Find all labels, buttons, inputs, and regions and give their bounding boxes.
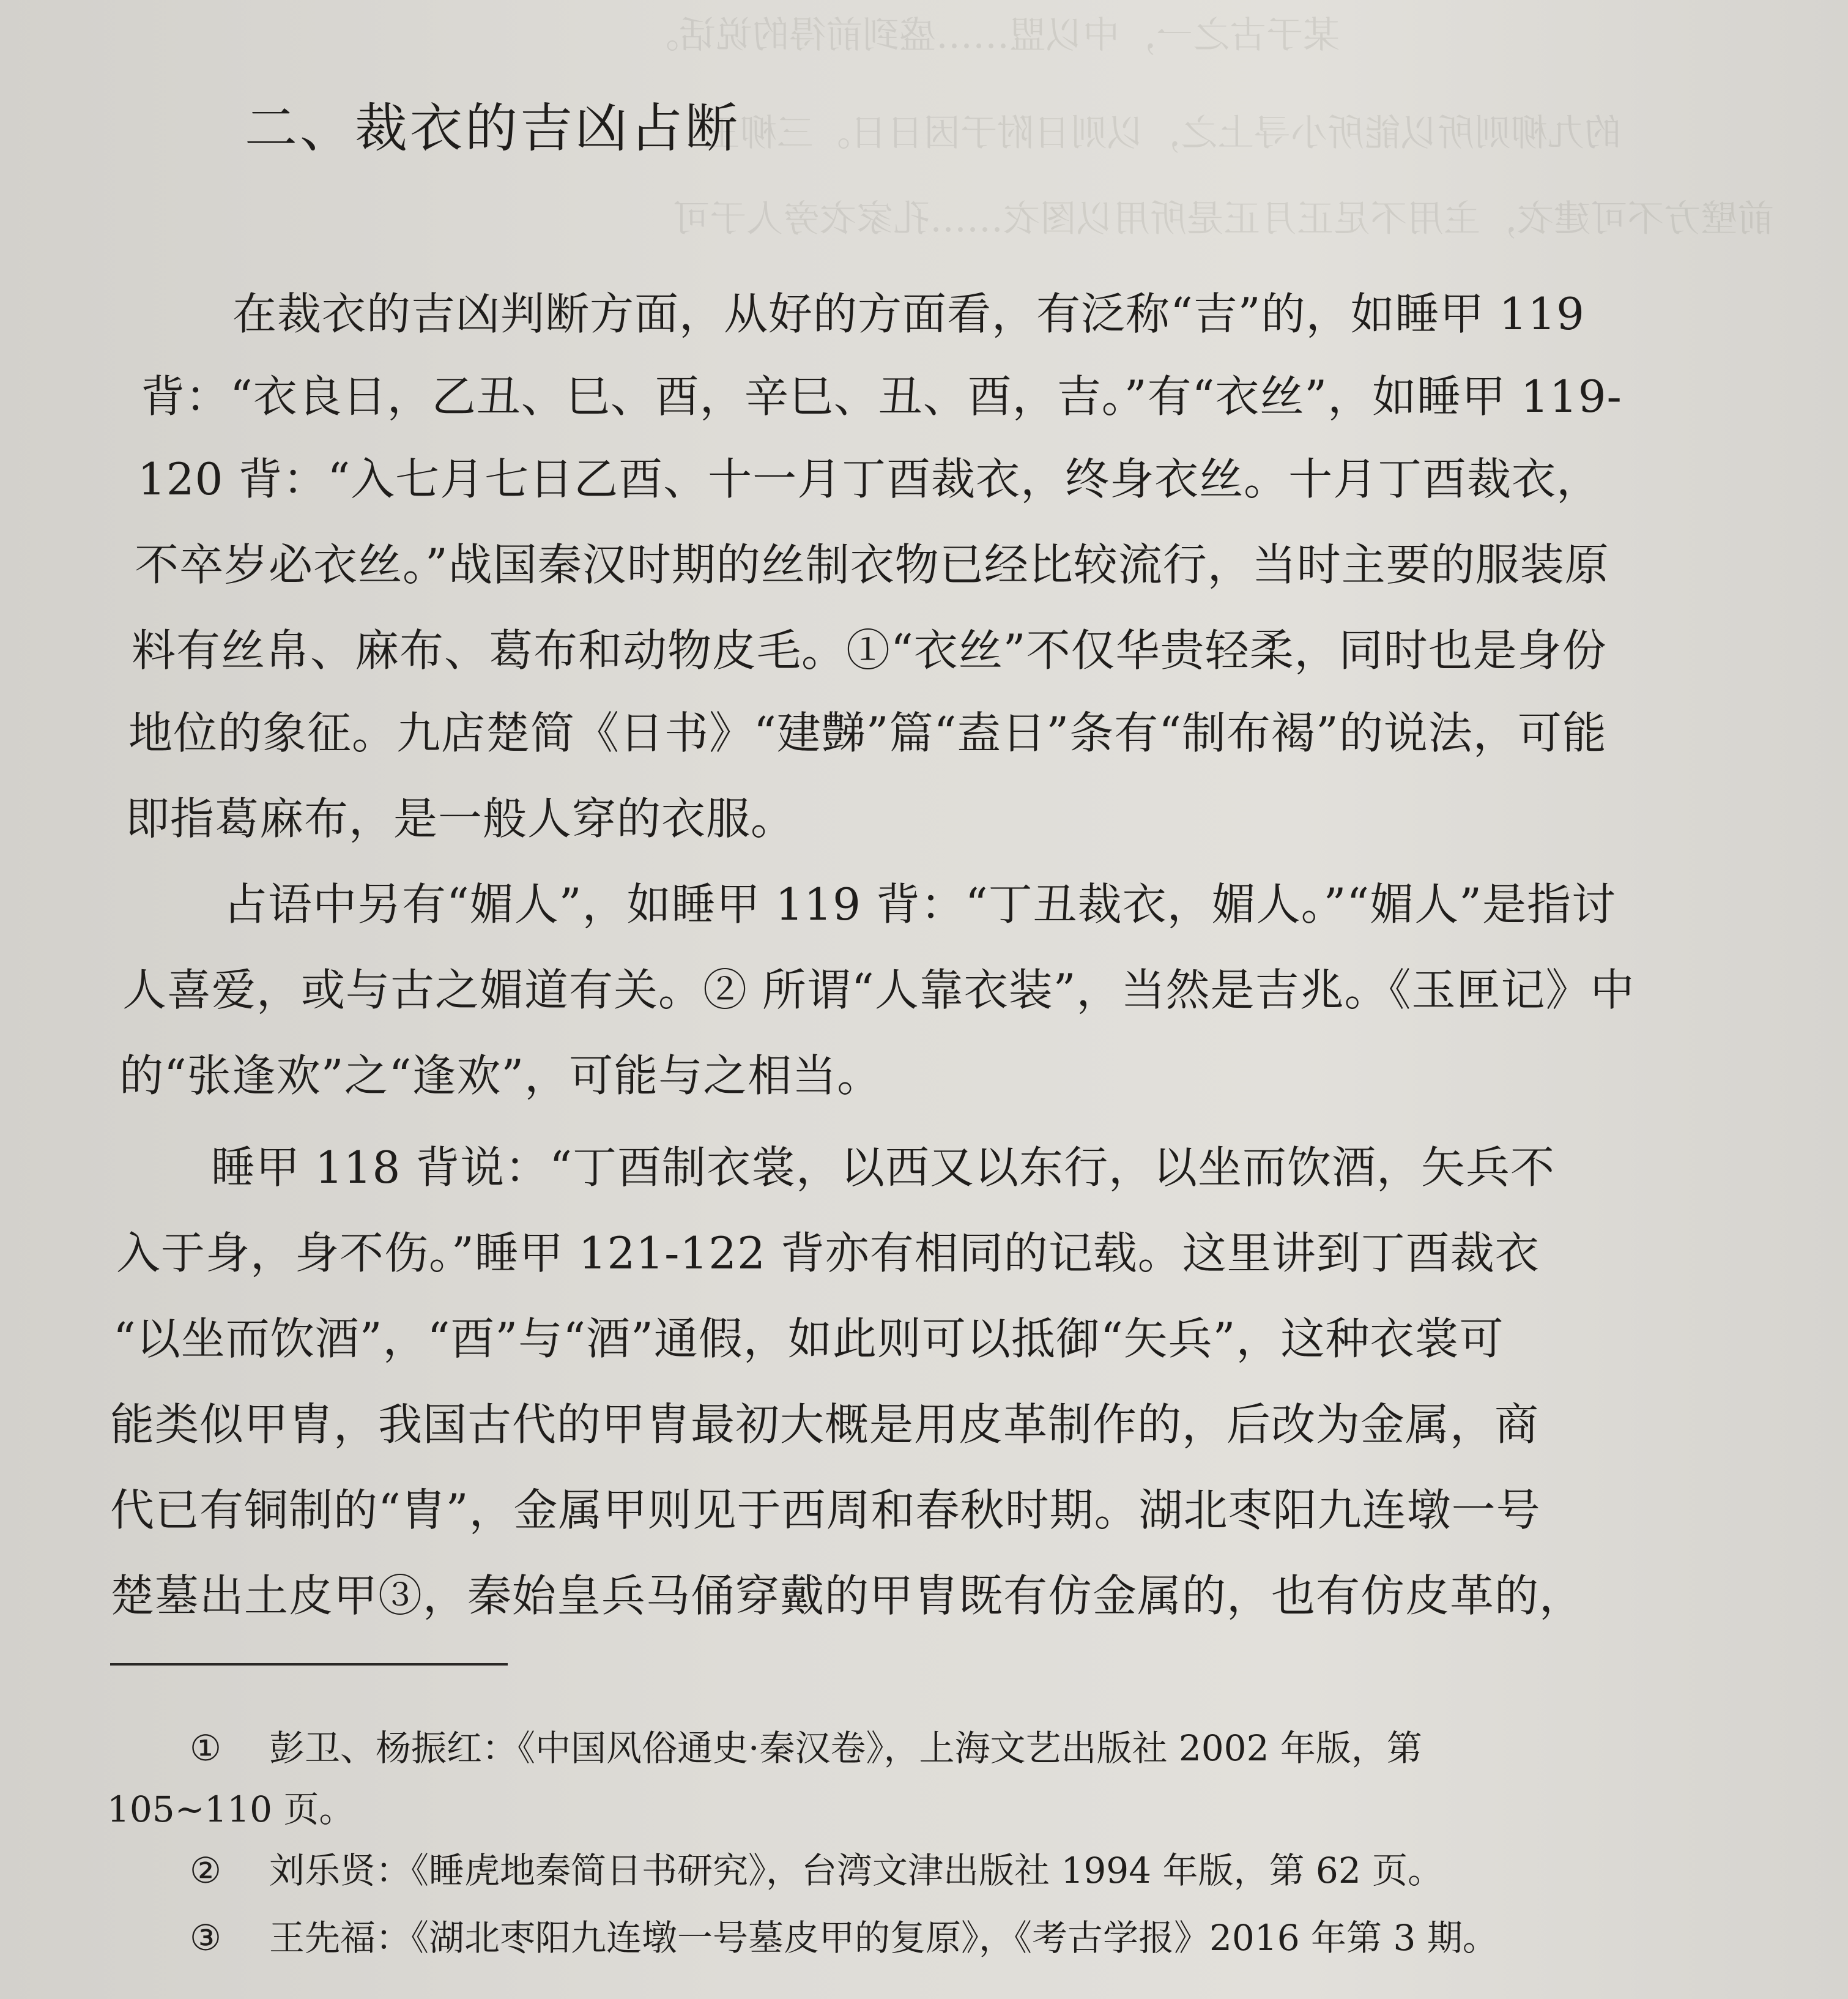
bleed-through-text: 前壁方不可建衣，主用不足正月正是所用以图衣……孔家衣旁人于可 [673, 198, 1774, 240]
body-line: “以坐而饮酒”，“酉”与“酒”通假，如此则可以抵御“矢兵”，这种衣裳可 [113, 1313, 1504, 1364]
footnote-text: 刘乐贤：《睡虎地秦简日书研究》，台湾文津出版社 1994 年版，第 62 页。 [269, 1850, 1444, 1891]
footnote-3 [190, 1909, 1498, 1960]
body-line: 的“张逢欢”之“逢欢”，可能与之相当。 [119, 1050, 882, 1101]
footnote-rule [110, 1663, 508, 1666]
body-line: 即指葛麻布，是一般人穿的衣服。 [125, 793, 796, 844]
footnote-number: ① [190, 1727, 221, 1769]
footnote-number: ② [190, 1850, 221, 1891]
body-line: 楚墓出土皮甲③，秦始皇兵马俑穿戴的甲胄既有仿金属的，也有仿皮革的， [110, 1570, 1584, 1621]
footnote-number: ③ [190, 1917, 221, 1959]
body-line: 料有丝帛、麻布、葛布和动物皮毛。①“衣丝”不仅华贵轻柔，同时也是身份 [132, 625, 1607, 676]
body-line: 在裁衣的吉凶判断方面，从好的方面看，有泛称“吉”的，如睡甲 119 [232, 288, 1585, 340]
footnote-2 [190, 1842, 1443, 1893]
body-line: 地位的象征。九店楚简《日书》“建豑”篇“盍日”条有“制布褐”的说法，可能 [128, 707, 1607, 759]
footnote-text: 王先福：《湖北枣阳九连墩一号墓皮甲的复原》，《考古学报》2016 年第 3 期。 [269, 1917, 1498, 1959]
body-line: 不卒岁必衣丝。”战国秦汉时期的丝制衣物已经比较流行，当时主要的服装原 [135, 539, 1609, 590]
section-heading: 二、裁衣的吉凶占断 [245, 98, 740, 159]
body-line: 入于身，身不伤。”睡甲 121-122 背亦有相同的记载。这里讲到丁酉裁衣 [116, 1227, 1540, 1279]
body-line: 人喜爱，或与古之媚道有关。② 所谓“人靠衣装”，当然是吉兆。《玉匣记》中 [122, 964, 1635, 1016]
body-line: 120 背：“入七月七日乙酉、十一月丁酉裁衣，终身衣丝。十月丁酉裁衣， [138, 453, 1601, 505]
body-line: 背：“衣良日，乙丑、巳、酉，辛巳、丑、酉，吉。”有“衣丝”，如睡甲 119- [141, 371, 1622, 422]
body-line: 占语中另有“媚人”，如睡甲 119 背：“丁丑裁衣，媚人。”“媚人”是指讨 [223, 879, 1617, 930]
body-line: 能类似甲胄，我国古代的甲胄最初大概是用皮革制作的，后改为金属，商 [110, 1399, 1540, 1450]
bleed-through-text: 某于古之一，中以盟……盛到前得的说话。 [642, 14, 1340, 57]
bleed-through-text: 的九柳则所以能所小寻上之，以则日附于因日日。三柳王 [703, 112, 1621, 155]
footnote-1-continuation: 105~110 页。 [107, 1789, 355, 1830]
footnote-text: 彭卫、杨振红：《中国风俗通史·秦汉卷》，上海文艺出版社 2002 年版，第 [269, 1727, 1422, 1769]
footnote-1 [190, 1719, 1422, 1771]
body-line: 代已有铜制的“胄”，金属甲则见于西周和春秋时期。湖北枣阳九连墩一号 [110, 1484, 1541, 1536]
body-line: 睡甲 118 背说：“丁酉制衣裳，以西又以东行，以坐而饮酒，矢兵不 [211, 1142, 1556, 1193]
